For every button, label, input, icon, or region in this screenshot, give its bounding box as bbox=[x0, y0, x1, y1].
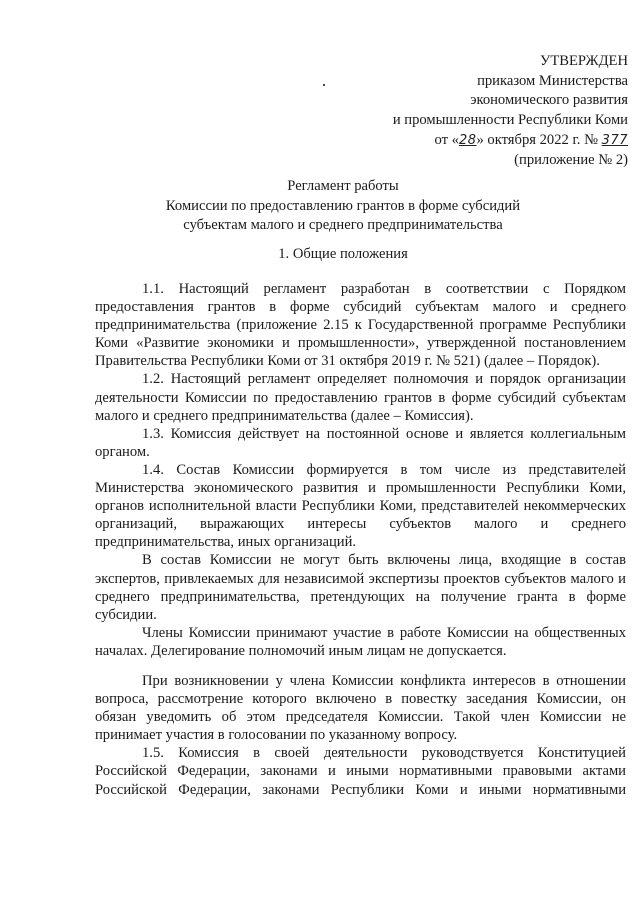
title-line-2: Комиссии по предоставлению грантов в форме субсидий bbox=[165, 197, 521, 214]
paragraph-members: Члены Комиссии принимают участие в работе Комиссии на общественных началах. Делегирование полномочий иным лицам не допускается. bbox=[95, 624, 626, 659]
document-body bbox=[95, 280, 626, 799]
paragraph-exclusion: В состав Комиссии не могут быть включены лица, входящие в состав экспертов, привлекаемых для независимой экспертизы проектов субъектов малого и среднего предпринимательства, претендующих на получение гранта в форме субсидии. bbox=[95, 552, 626, 623]
paragraph-1-2: 1.2. Настоящий регламент определяет полномочия и порядок организации деятельности Комиссии по предоставлению грантов в форме субсидий субъектам малого и среднего предпринимательства (далее – Комиссия). bbox=[95, 371, 626, 424]
approval-line-3: и промышленности Республики Коми bbox=[392, 112, 628, 129]
approval-stamp-block bbox=[328, 52, 628, 170]
appendix-label: (приложение № 2) bbox=[514, 151, 628, 168]
approval-date-line bbox=[328, 131, 628, 151]
paragraph-1-5: 1.5. Комиссия в своей деятельности руководствуется Конституцией Российской Федерации, законами и иными нормативными правовыми актами Российской Федерации, законами Республики Коми и иными нормативными bbox=[95, 745, 626, 798]
paragraph-1-1: 1.1. Настоящий регламент разработан в соответствии с Порядком предоставления грантов в форме субсидий субъектам малого и среднего предпринимательства (приложение 2.15 к Государственной программе Республики Коми «Развитие экономики и промышленности», утвержденной постановлением Правительства Республики Коми от 31 октября 2019 г. № 521) (далее – Порядок). bbox=[95, 281, 626, 370]
paragraph-1-4: 1.4. Состав Комиссии формируется в том числе из представителей Министерства экономического развития и промышленности Республики Коми, органов исполнительной власти Республики Коми, представителей некоммерческих организаций, выражающих интересы субъектов малого и среднего предпринимательства, иных организаций. bbox=[95, 461, 626, 551]
paragraph-conflict: При возникновении у члена Комиссии конфликта интересов в отношении вопроса, рассмотрение которого включено в повестку заседания Комиссии, он обязан уведомить об этом председателя Комиссии. Такой член Комиссии не принимает участия в голосовании по указанному вопросу. bbox=[95, 672, 626, 744]
document-title bbox=[60, 177, 626, 236]
title-line-1: Регламент работы bbox=[287, 178, 399, 194]
approval-line-2: экономического развития bbox=[470, 92, 628, 109]
approval-heading: УТВЕРЖДЕН bbox=[540, 53, 628, 69]
date-prefix: от « bbox=[434, 131, 459, 148]
section-heading: 1. Общие положения bbox=[278, 246, 408, 262]
order-number-handwritten: 377 bbox=[601, 132, 628, 148]
date-middle: » октября 2022 г. № bbox=[476, 131, 599, 148]
title-line-3: субъектам малого и среднего предпринимательства bbox=[183, 217, 503, 233]
approval-line-1: приказом Министерства bbox=[477, 72, 628, 89]
scan-speck bbox=[323, 84, 325, 86]
date-day-handwritten: 28 bbox=[458, 132, 477, 148]
paragraph-1-3: 1.3. Комиссия действует на постоянной основе и является коллегиальным органом. bbox=[95, 425, 626, 460]
